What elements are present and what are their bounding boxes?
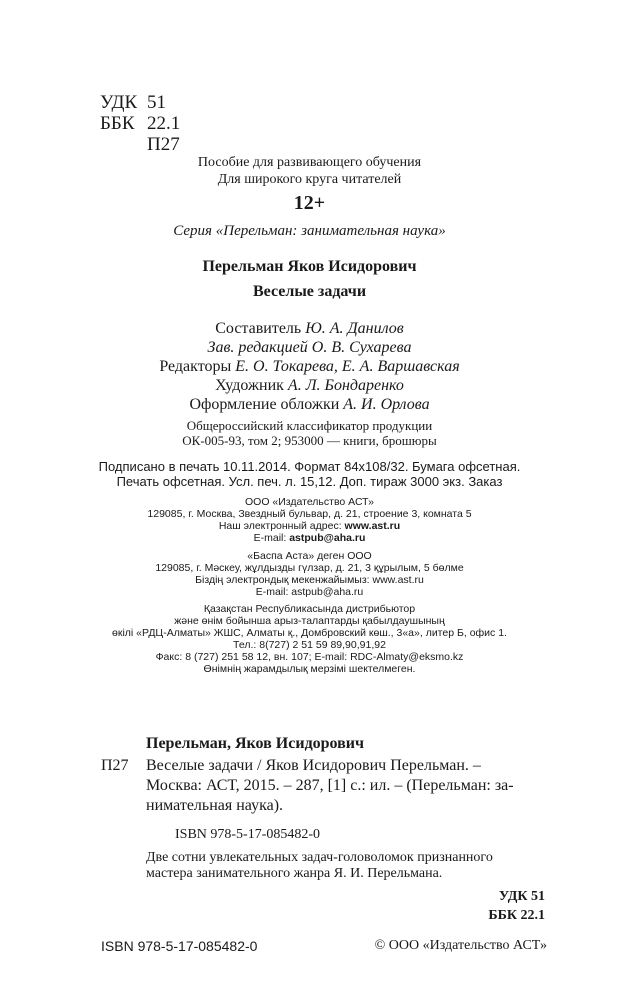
publisher-ru-name: ООО «Издательство АСТ» — [245, 496, 374, 508]
distributor-phone: Тел.: 8(727) 2 51 59 89,90,91,92 — [233, 639, 386, 651]
card-bbk: ББК 22.1 — [488, 908, 545, 923]
print-info-line-1: Подписано в печать 10.11.2014. Формат 84х108/32. Бумага офсетная. — [98, 459, 521, 474]
footer-isbn: ISBN 978-5-17-085482-0 — [101, 938, 258, 954]
web-label: Наш электронный адрес: — [218, 520, 342, 532]
web-link[interactable]: www.ast.ru — [344, 520, 401, 532]
age-rating: 12+ — [293, 192, 326, 214]
credit-name: А. Л. Бондаренко — [287, 377, 404, 394]
book-author: Перельман Яков Исидорович — [202, 258, 417, 275]
credit-cover-design — [0, 396, 619, 414]
credit-role: Оформление обложки — [189, 396, 340, 413]
udk-label: УДК — [100, 92, 138, 113]
card-description-line-3: нимательная наука). — [146, 797, 284, 814]
bbk-label: ББК — [100, 113, 135, 134]
card-udk: УДК 51 — [498, 889, 545, 904]
email-label: E-mail: — [253, 532, 287, 544]
credit-name: А. И. Орлова — [343, 396, 430, 413]
card-annotation-line-1: Две сотни увлекательных задач-головоломок признанного — [146, 850, 493, 865]
audience-line-2: Для широкого круга читателей — [217, 172, 402, 187]
publisher-ru-email — [0, 532, 619, 545]
series-title: Серия «Перельман: занимательная наука» — [173, 223, 446, 239]
publisher-ru-web — [0, 520, 619, 533]
card-author-mark: П27 — [101, 757, 129, 774]
distributor-line-1: Қазақстан Республикасында дистрибьютор — [203, 603, 416, 615]
credit-artist — [0, 377, 619, 395]
credit-compiler — [0, 320, 619, 338]
publisher-kz-web: Біздің электрондық мекенжайымыз: www.ast.ru — [195, 574, 424, 586]
audience-line-1: Пособие для развивающего обучения — [197, 155, 422, 170]
credit-name: Ю. А. Данилов — [305, 320, 404, 337]
credit-name: Е. О. Токарева, Е. А. Варшавская — [235, 358, 460, 375]
card-description-line-1: Веселые задачи / Яков Исидорович Перельман. – — [146, 757, 481, 774]
credit-name: Зав. редакцией О. В. Сухарева — [207, 339, 412, 356]
udk-value: 51 — [147, 92, 166, 113]
print-info-line-2: Печать офсетная. Усл. печ. л. 15,12. Доп. тираж 3000 экз. Заказ — [116, 474, 503, 489]
credit-editors — [0, 358, 619, 376]
card-isbn: ISBN 978-5-17-085482-0 — [175, 827, 321, 842]
book-title: Веселые задачи — [252, 283, 367, 300]
classifier-line-2: ОК-005-93, том 2; 953000 — книги, брошюры — [182, 433, 437, 448]
distributor-fax-email: Факс: 8 (727) 251 58 12, вн. 107; E-mail: RDC-Almaty@eksmo.kz — [155, 651, 464, 663]
publisher-ru-address: 129085, г. Москва, Звездный бульвар, д. 21, строение 3, комната 5 — [147, 508, 472, 520]
author-mark: П27 — [147, 134, 180, 155]
card-author: Перельман, Яков Исидорович — [146, 735, 365, 752]
distributor-line-3: өкілі «РДЦ-Алматы» ЖШС, Алматы қ., Домбровский көш., 3«а», литер Б, офис 1. — [112, 627, 507, 639]
distributor-line-2: және өнім бойынша арыз-талаптарды қабылдаушының — [174, 615, 445, 627]
email-link[interactable]: astpub@aha.ru — [289, 532, 366, 544]
credit-role: Составитель — [215, 320, 302, 337]
card-description-line-2: Москва: АСТ, 2015. – 287, [1] с.: ил. – (Перельман: за- — [146, 777, 514, 794]
publisher-kz-address: 129085, г. Мәскеу, жұлдызды гүлзар, д. 21, 3 құрылым, 5 бөлме — [155, 562, 464, 574]
credit-role: Редакторы — [159, 358, 232, 375]
distributor-shelf-life: Өнімнің жарамдылық мерзімі шектелмеген. — [203, 663, 416, 675]
bbk-value: 22.1 — [147, 113, 181, 134]
publisher-kz-name: «Баспа Аста» деген ООО — [247, 550, 372, 562]
credit-role: Художник — [215, 377, 284, 394]
publisher-kz-email: E-mail: astpub@aha.ru — [255, 586, 364, 598]
classifier-line-1: Общероссийский классификатор продукции — [186, 418, 433, 433]
footer-copyright: © ООО «Издательство АСТ» — [374, 938, 547, 953]
credit-editor-in-chief — [0, 339, 619, 357]
card-annotation-line-2: мастера занимательного жанра Я. И. Перельмана. — [146, 866, 443, 881]
